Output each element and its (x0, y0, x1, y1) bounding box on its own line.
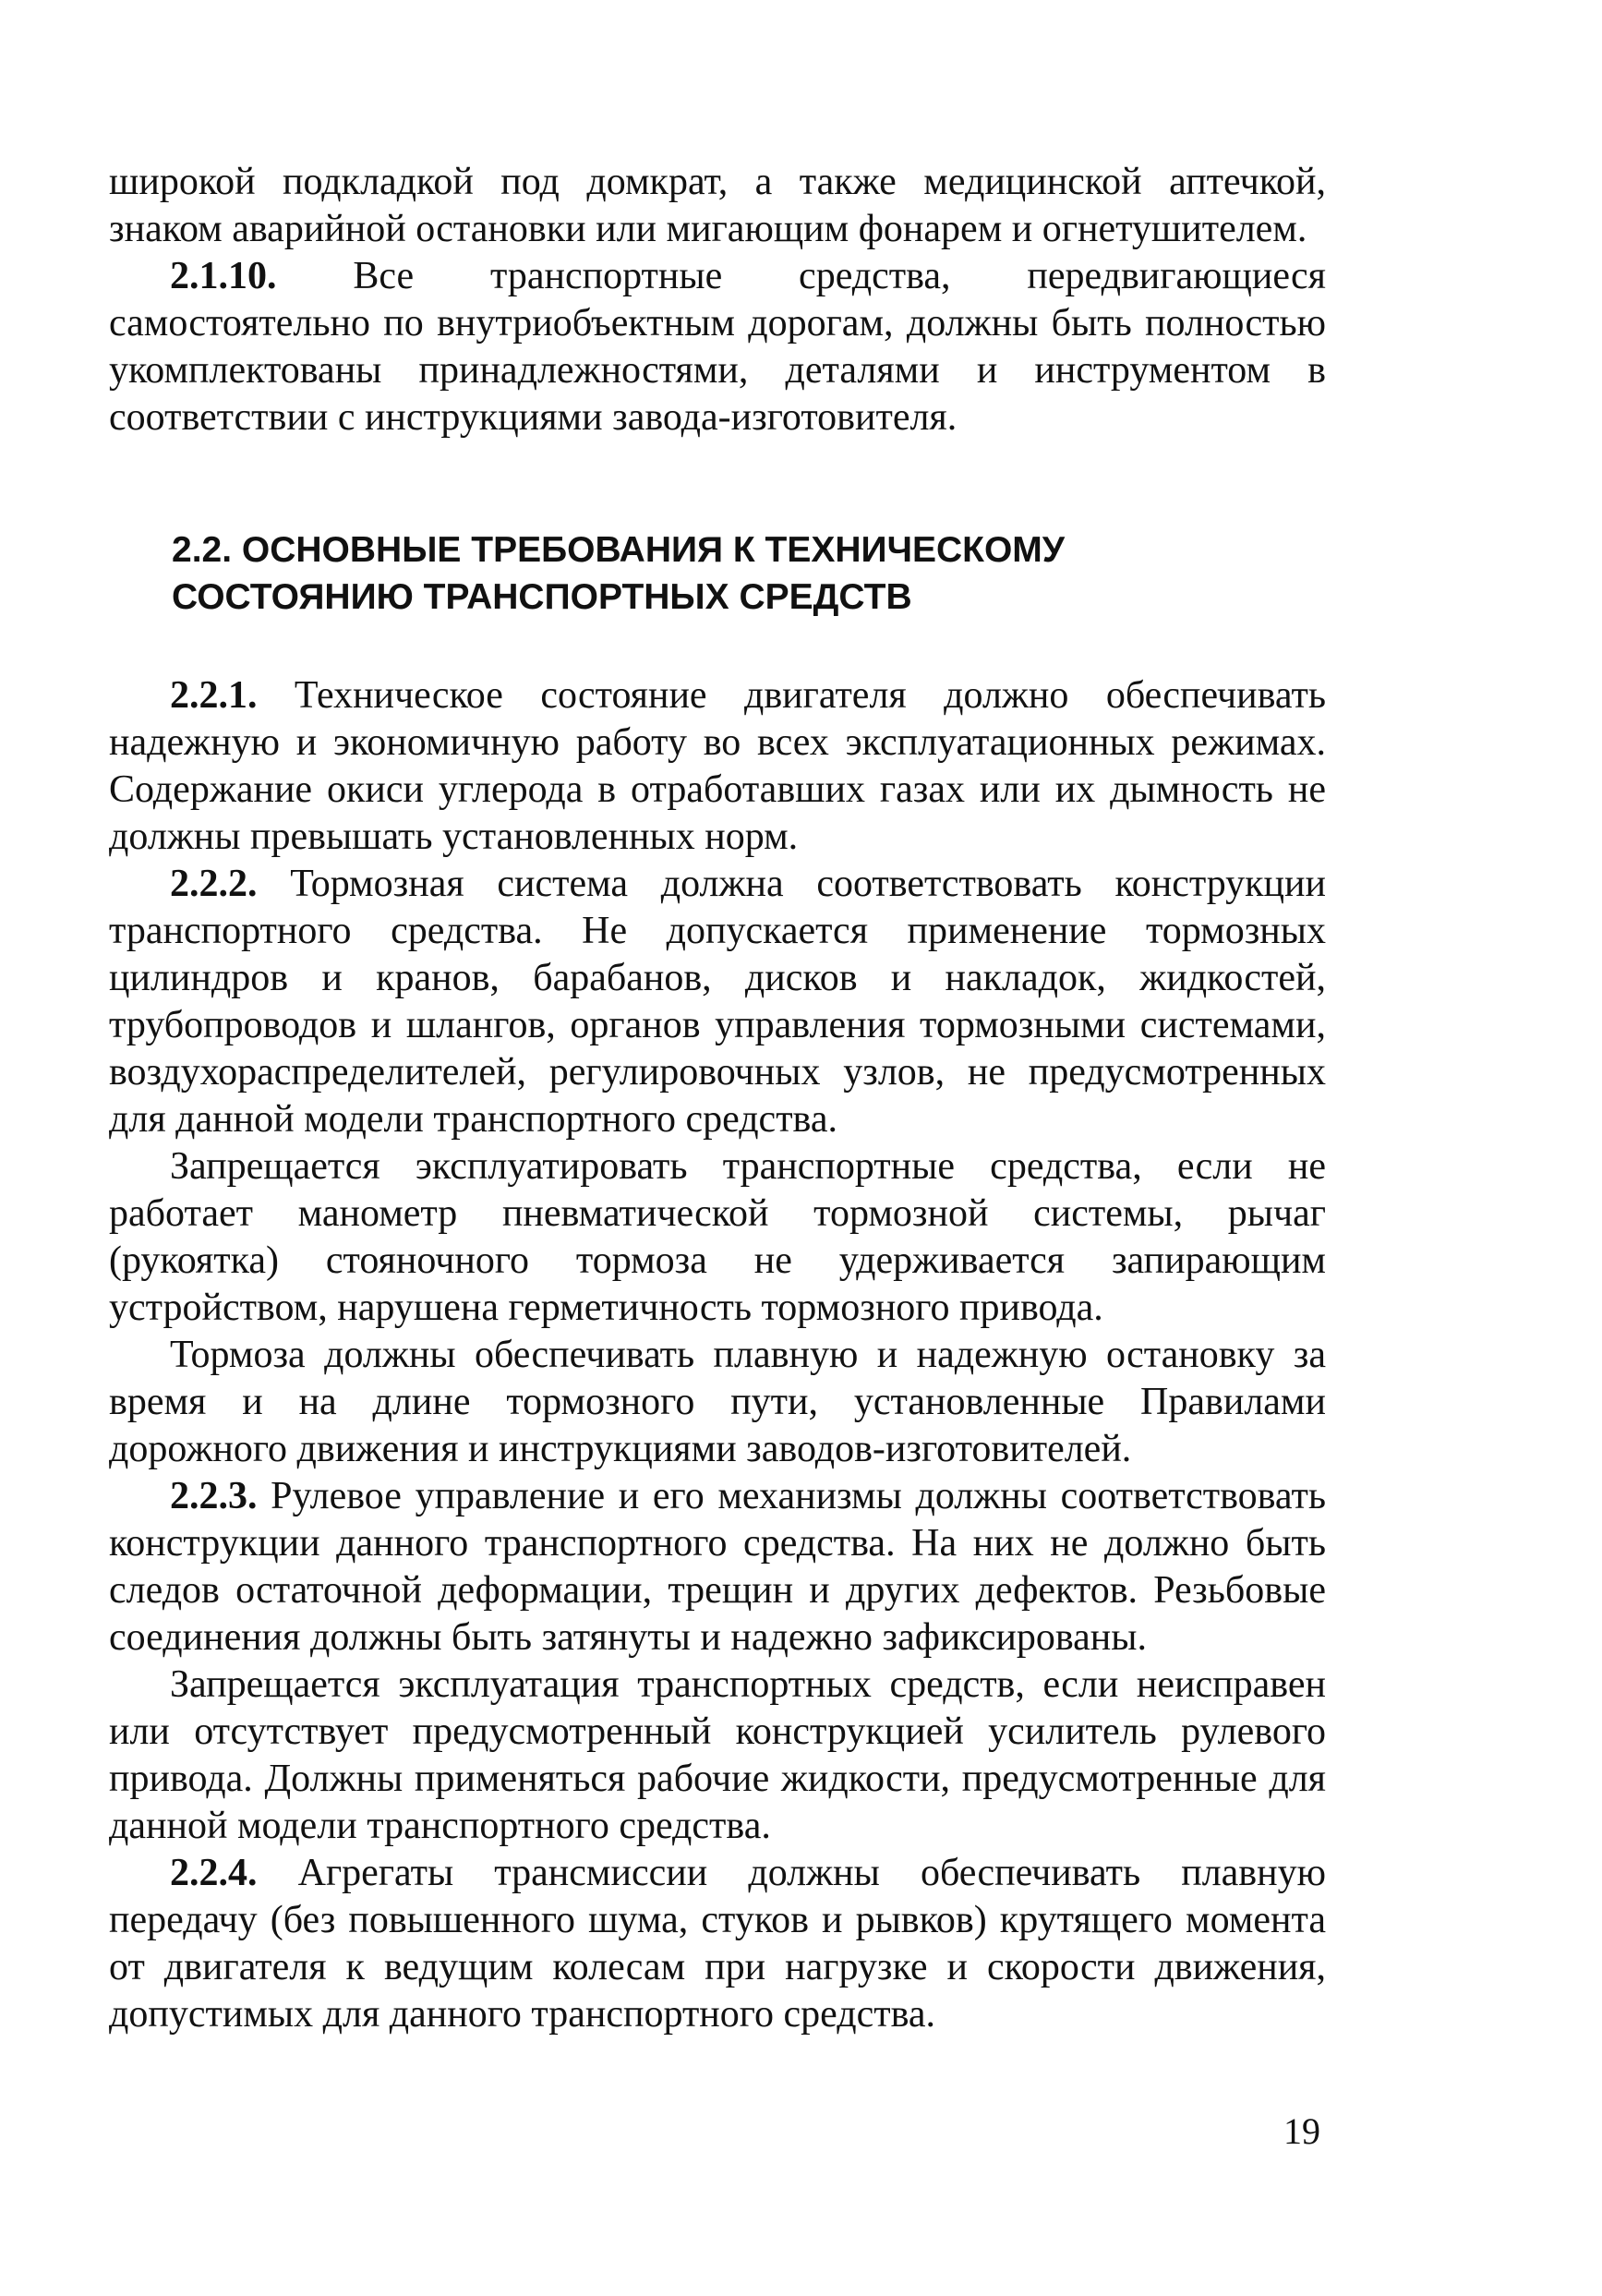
page-number: 19 (1283, 2110, 1320, 2152)
section-heading-line-1: 2.2. ОСНОВНЫЕ ТРЕБОВАНИЯ К ТЕХНИЧЕСКОМУ (172, 530, 1066, 570)
paragraph-2-1-10 (109, 253, 1326, 441)
clause-number: 2.2.3. (170, 1475, 258, 1517)
paragraph-continuation: широкой подкладкой под домкрат, а также медицинской аптечкой, знаком аварийной остановки или мигающим фонарем и огнетушителем. (109, 161, 1326, 250)
section-heading-line-2: СОСТОЯНИЮ ТРАНСПОРТНЫХ СРЕДСТВ (172, 577, 912, 617)
clause-number: 2.2.2. (170, 863, 258, 905)
paragraph-2-2-1 (109, 672, 1326, 861)
clause-text: Техническое состояние двигателя должно обеспечивать надежную и экономичную работу во всех эксплуатационных режимах. Содержание окиси углерода в отработавших газах или их дымность не должны превышать установленных норм. (109, 674, 1326, 858)
paragraph-brakes-prohibited: Запрещается эксплуатировать транспортные средства, если не работает манометр пневматической тормозной системы, рычаг (рукоятка) стояночного тормоза не удерживается запирающим устройством, нарушена герметичность тормозного привода. (109, 1145, 1326, 1329)
clause-text: Рулевое управление и его механизмы должны соответствовать конструкции данного транспортного средства. На них не должно быть следов остаточной деформации, трещин и других дефектов. Резьбовые соединения должны быть затянуты и надежно зафиксированы. (109, 1475, 1326, 1659)
paragraph-2-2-2 (109, 861, 1326, 1143)
clause-text: Все транспортные средства, передвигающиеся самостоятельно по внутриобъектным дорогам, должны быть полностью укомплектованы принадлежностями, деталями и инструментом в соответствии с инструкциями завода-изготовителя. (109, 255, 1326, 439)
paragraph-2-2-4 (109, 1850, 1326, 2038)
clause-number: 2.2.1. (170, 674, 258, 717)
paragraph-brakes-stop: Тормоза должны обеспечивать плавную и надежную остановку за время и на длине тормозного пути, установленные Правилами дорожного движения и инструкциями заводов-изготовителей. (109, 1334, 1326, 1470)
clause-text: Агрегаты трансмиссии должны обеспечивать плавную передачу (без повышенного шума, стуков и рывков) крутящего момента от двигателя к ведущим колесам при нагрузке и скорости движения, допустимых для данного транспортного средства. (109, 1852, 1326, 2036)
page-body (109, 159, 1326, 2038)
clause-number: 2.2.4. (170, 1852, 258, 1894)
section-heading (172, 526, 1326, 621)
paragraph-steering-prohibited: Запрещается эксплуатация транспортных средств, если неисправен или отсутствует предусмотренный конструкцией усилитель рулевого привода. Должны применяться рабочие жидкости, предусмотренные для данной модели транспортного средства. (109, 1663, 1326, 1847)
paragraph-2-2-3 (109, 1473, 1326, 1662)
clause-number: 2.1.10. (170, 255, 277, 297)
clause-text: Тормозная система должна соответствовать конструкции транспортного средства. Не допускается применение тормозных цилиндров и кранов, барабанов, дисков и накладок, жидкостей, трубопроводов и шлангов, органов управления тормозными системами, воздухораспределителей, регулировочных узлов, не предусмотренных для данной модели транспортного средства. (109, 863, 1326, 1141)
